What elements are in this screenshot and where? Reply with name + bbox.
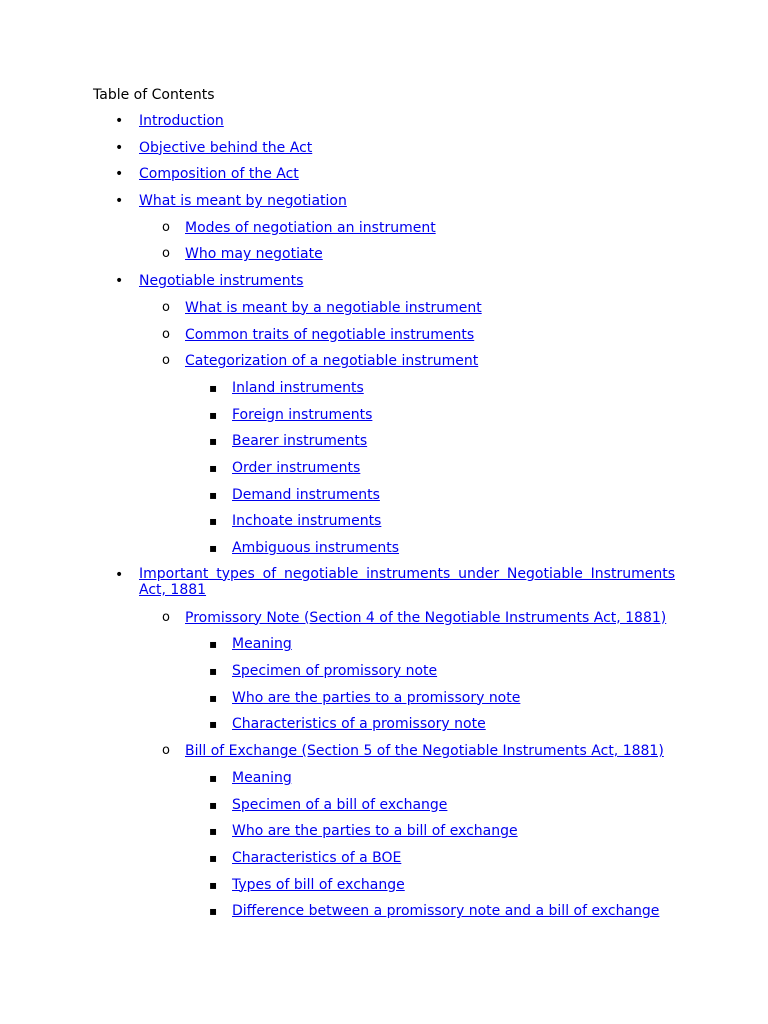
toc-item: [93, 406, 675, 433]
toc-link[interactable]: Who are the parties to a promissory note: [232, 689, 521, 706]
toc-item: [93, 635, 675, 662]
toc-item: [93, 609, 675, 636]
toc-item: [93, 352, 675, 379]
toc-item: [93, 769, 675, 796]
toc-item: [93, 486, 675, 513]
toc-item: [93, 432, 675, 459]
toc-link[interactable]: Bill of Exchange (Section 5 of the Negotiable Instruments Act, 1881): [185, 743, 664, 760]
toc-item: [93, 715, 675, 742]
toc-link[interactable]: Characteristics of a BOE: [232, 849, 402, 866]
bullet-circle-icon: o: [162, 609, 170, 625]
toc-list: [93, 112, 675, 929]
toc-item: [93, 219, 675, 246]
toc-item: [93, 245, 675, 272]
toc-link[interactable]: Inchoate instruments: [232, 513, 382, 530]
toc-link[interactable]: Difference between a promissory note and a bill of exchange: [232, 903, 660, 920]
toc-link[interactable]: Modes of negotiation an instrument: [185, 219, 436, 236]
toc-link[interactable]: Specimen of promissory note: [232, 663, 438, 680]
bullet-square-icon: ▪: [209, 904, 218, 919]
toc-link[interactable]: Types of bill of exchange: [232, 876, 405, 893]
bullet-square-icon: ▪: [209, 824, 218, 839]
toc-link[interactable]: Ambiguous instruments: [232, 540, 400, 556]
bullet-square-icon: ▪: [209, 380, 218, 395]
toc-link[interactable]: What is meant by negotiation: [139, 193, 347, 210]
toc-item: [93, 902, 675, 929]
toc-link[interactable]: Categorization of a negotiable instrument: [185, 353, 479, 370]
toc-link[interactable]: Characteristics of a promissory note: [232, 716, 486, 733]
bullet-disc-icon: •: [115, 273, 124, 290]
toc-title: Table of Contents: [93, 87, 215, 103]
toc-item: [93, 566, 675, 609]
toc-link[interactable]: Who are the parties to a bill of exchange: [232, 823, 518, 840]
toc-link[interactable]: Demand instruments: [232, 486, 380, 503]
toc-item: [93, 512, 675, 539]
bullet-circle-icon: o: [162, 219, 170, 235]
document-page: [93, 86, 675, 929]
toc-item: [93, 272, 675, 299]
toc-item: [93, 112, 675, 139]
toc-item: [93, 539, 675, 566]
toc-link[interactable]: Inland instruments: [232, 379, 364, 396]
toc-link[interactable]: Objective behind the Act: [139, 139, 313, 156]
bullet-circle-icon: o: [162, 299, 170, 315]
toc-link[interactable]: Meaning: [232, 636, 292, 653]
bullet-square-icon: ▪: [209, 637, 218, 652]
bullet-square-icon: ▪: [209, 407, 218, 422]
bullet-circle-icon: o: [162, 743, 170, 759]
bullet-square-icon: ▪: [209, 541, 218, 555]
bullet-square-icon: ▪: [209, 514, 218, 529]
toc-item: [93, 299, 675, 326]
toc-item: [93, 459, 675, 486]
toc-item: [93, 165, 675, 192]
bullet-circle-icon: o: [162, 353, 170, 369]
toc-item: [93, 139, 675, 166]
toc-link[interactable]: Order instruments: [232, 459, 361, 476]
bullet-square-icon: ▪: [209, 487, 218, 502]
bullet-disc-icon: •: [115, 166, 124, 183]
bullet-disc-icon: •: [115, 113, 124, 129]
toc-link[interactable]: Bearer instruments: [232, 433, 368, 450]
toc-link[interactable]: Common traits of negotiable instruments: [185, 326, 475, 343]
toc-link[interactable]: Who may negotiate: [185, 246, 323, 263]
bullet-disc-icon: •: [115, 139, 124, 156]
toc-link[interactable]: Promissory Note (Section 4 of the Negotiable Instruments Act, 1881): [185, 609, 667, 626]
bullet-square-icon: ▪: [209, 664, 218, 679]
bullet-square-icon: ▪: [209, 770, 218, 785]
toc-item: [93, 849, 675, 876]
bullet-disc-icon: •: [115, 566, 124, 583]
toc-link[interactable]: Composition of the Act: [139, 166, 299, 183]
toc-link[interactable]: What is meant by a negotiable instrument: [185, 299, 482, 316]
toc-item: [93, 822, 675, 849]
bullet-square-icon: ▪: [209, 797, 218, 812]
bullet-circle-icon: o: [162, 326, 170, 342]
toc-link[interactable]: Negotiable instruments: [139, 273, 304, 290]
toc-item: [93, 379, 675, 406]
toc-link[interactable]: Specimen of a bill of exchange: [232, 796, 448, 813]
bullet-disc-icon: •: [115, 193, 124, 210]
bullet-square-icon: ▪: [209, 877, 218, 892]
toc-item: [93, 742, 675, 769]
toc-item: [93, 662, 675, 689]
bullet-square-icon: ▪: [209, 434, 218, 449]
toc-item: [93, 689, 675, 716]
bullet-square-icon: ▪: [209, 690, 218, 705]
toc-link[interactable]: Important types of negotiable instruments under Negotiable Instruments Act, 1881: [139, 565, 675, 598]
bullet-circle-icon: o: [162, 246, 170, 262]
bullet-square-icon: ▪: [209, 850, 218, 865]
toc-link[interactable]: Foreign instruments: [232, 406, 373, 423]
toc-item: [93, 876, 675, 903]
toc-link[interactable]: Meaning: [232, 769, 292, 786]
bullet-square-icon: ▪: [209, 460, 218, 475]
toc-item: [93, 796, 675, 823]
toc-item: [93, 192, 675, 219]
toc-link[interactable]: Introduction: [139, 113, 224, 129]
toc-item: [93, 326, 675, 353]
bullet-square-icon: ▪: [209, 717, 218, 732]
